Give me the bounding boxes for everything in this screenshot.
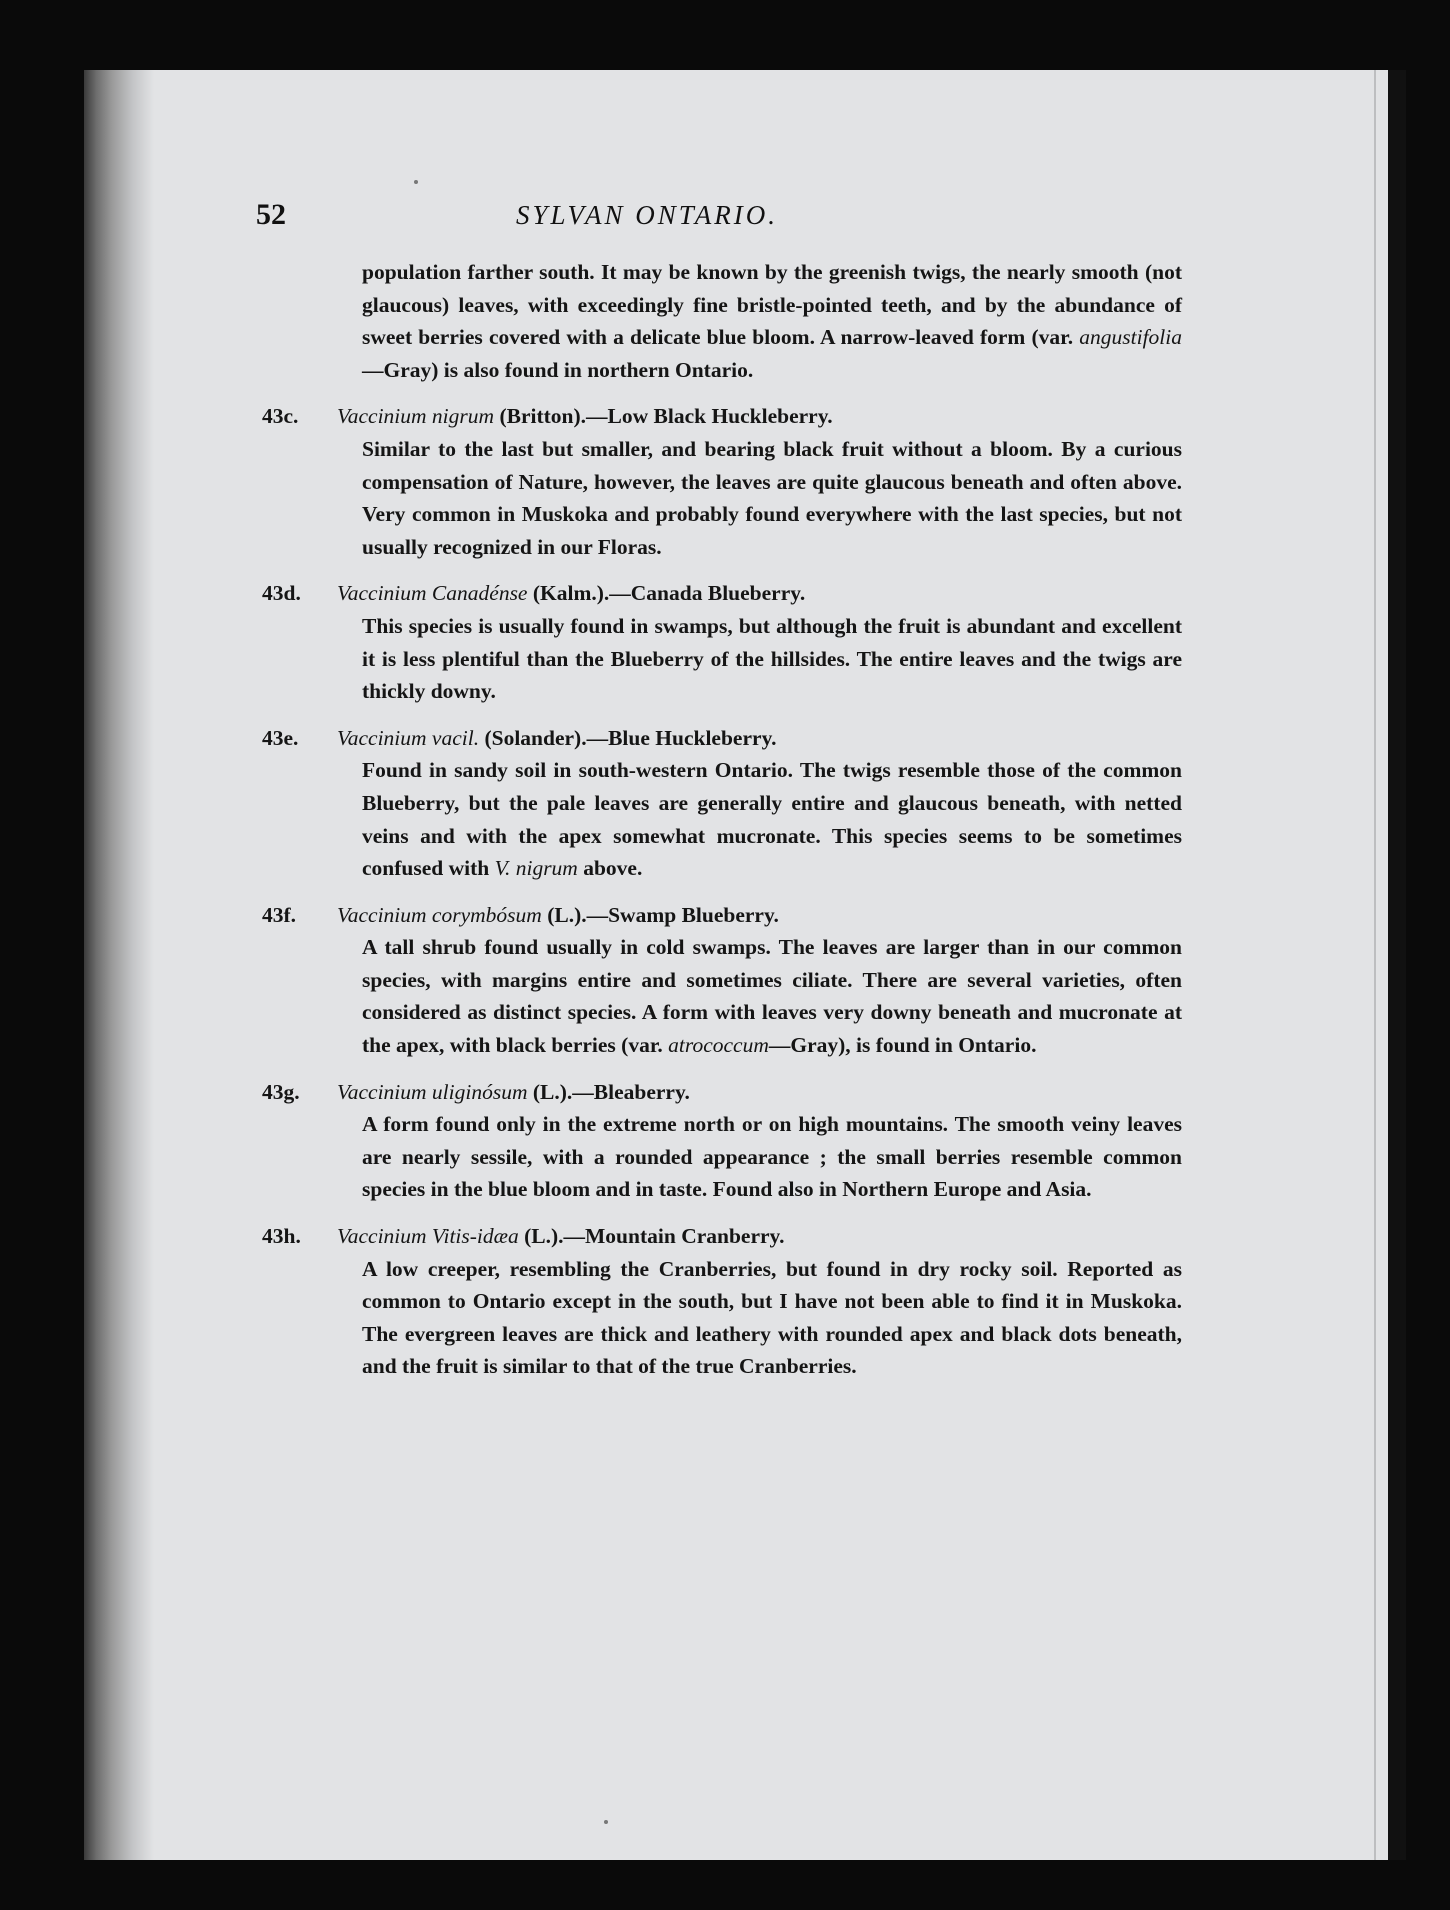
- latin-name: Vaccinium vacil.: [337, 725, 480, 750]
- entry-heading: [262, 899, 1182, 932]
- page-number: 52: [256, 198, 286, 231]
- paper-speck: [414, 180, 418, 184]
- latin-name: Vaccinium uliginósum: [337, 1079, 528, 1104]
- species-entry-43c: [262, 400, 1182, 563]
- entry-heading: [262, 1220, 1182, 1253]
- description-text-end: —Gray), is found in Ontario.: [768, 1033, 1037, 1058]
- species-entry-43g: [262, 1076, 1182, 1206]
- entry-number: 43g.: [262, 1079, 300, 1104]
- description-text: This species is usually found in swamps, but although the fruit is abundant and excellent it is less plentiful than the Blueberry of the hillsides. The entire leaves and the twigs are thickly downy.: [362, 613, 1182, 704]
- entry-description: [362, 754, 1182, 884]
- description-text: Similar to the last but smaller, and bearing black fruit without a bloom. By a curious compensation of Nature, however, the leaves are quite glaucous beneath and often above. Very common in Muskoka and probably found everywhere with the last species, but not usually recognized in our Floras.: [362, 436, 1182, 559]
- entry-number: 43f.: [262, 902, 297, 927]
- latin-name: Vaccinium Canadénse: [337, 581, 528, 606]
- intro-italic: angustifolia: [1079, 325, 1182, 350]
- entry-number: 43c.: [262, 404, 299, 429]
- description-text: A tall shrub found usually in cold swamps. The leaves are larger than in our common species, with margins entire and sometimes ciliate. There are several varieties, often considered as distinct species. A form with leaves very downy beneath and mucronate at the apex, with black berries (var.: [362, 935, 1182, 1058]
- species-entry-43h: [262, 1220, 1182, 1383]
- species-entry-43e: [262, 722, 1182, 885]
- common-name: (L.).—Bleaberry.: [527, 1079, 690, 1104]
- entry-description: [362, 931, 1182, 1061]
- common-name: (Britton).—Low Black Huckleberry.: [494, 404, 833, 429]
- entry-description: [362, 433, 1182, 563]
- intro-paragraph: [362, 256, 1182, 386]
- next-page-edge: [1388, 70, 1406, 1860]
- page-body: [262, 256, 1182, 1383]
- common-name: (Kalm.).—Canada Blueberry.: [527, 581, 806, 606]
- entry-description: [362, 1253, 1182, 1383]
- description-text: A low creeper, resembling the Cranberries, but found in dry rocky soil. Reported as common to Ontario except in the south, but I have not been able to find it in Muskoka. The evergreen leaves are thick and leathery with rounded apex and black dots beneath, and the fruit is similar to that of the true Cranberries.: [362, 1256, 1182, 1379]
- entry-number: 43d.: [262, 581, 301, 606]
- entry-heading: [262, 400, 1182, 433]
- paper-speck: [604, 1820, 608, 1824]
- intro-text-end: —Gray) is also found in northern Ontario.: [362, 357, 754, 382]
- description-text: A form found only in the extreme north or on high mountains. The smooth veiny leaves are nearly sessile, with a rounded appearance ; the small berries resemble common species in the blue bloom and in taste. Found also in Northern Europe and Asia.: [362, 1112, 1182, 1202]
- entry-number: 43h.: [262, 1224, 301, 1249]
- page-edge-line: [1374, 70, 1376, 1860]
- entry-heading: [262, 1076, 1182, 1109]
- description-text: Found in sandy soil in south-western Ontario. The twigs resemble those of the common Blueberry, but the pale leaves are generally entire and glaucous beneath, with netted veins and with the apex somewhat mucronate. This species seems to be sometimes confused with: [362, 758, 1182, 881]
- latin-name: Vaccinium Vitis-idæa: [337, 1224, 519, 1249]
- description-text-end: above.: [577, 856, 643, 881]
- description-italic: V. nigrum: [494, 856, 578, 881]
- entry-heading: [262, 722, 1182, 755]
- entry-description: [362, 610, 1182, 708]
- running-head: SYLVAN ONTARIO.: [516, 200, 779, 230]
- common-name: (L.).—Swamp Blueberry.: [541, 902, 779, 927]
- species-entry-43f: [262, 899, 1182, 1062]
- description-italic: atrococcum: [668, 1033, 769, 1058]
- latin-name: Vaccinium nigrum: [337, 404, 495, 429]
- entry-heading: [262, 577, 1182, 610]
- species-entry-43d: [262, 577, 1182, 707]
- common-name: (L.).—Mountain Cranberry.: [518, 1224, 785, 1249]
- binding-gutter: [84, 70, 154, 1860]
- entry-number: 43e.: [262, 725, 299, 750]
- latin-name: Vaccinium corymbósum: [337, 902, 542, 927]
- page-header: [256, 198, 1056, 238]
- intro-text: population farther south. It may be known by the greenish twigs, the nearly smooth (not glaucous) leaves, with exceedingly fine bristle-pointed teeth, and by the abundance of sweet berries covered with a delicate blue bloom. A narrow-leaved form (var.: [362, 260, 1182, 350]
- entry-description: [362, 1108, 1182, 1206]
- common-name: (Solander).—Blue Huckleberry.: [479, 725, 777, 750]
